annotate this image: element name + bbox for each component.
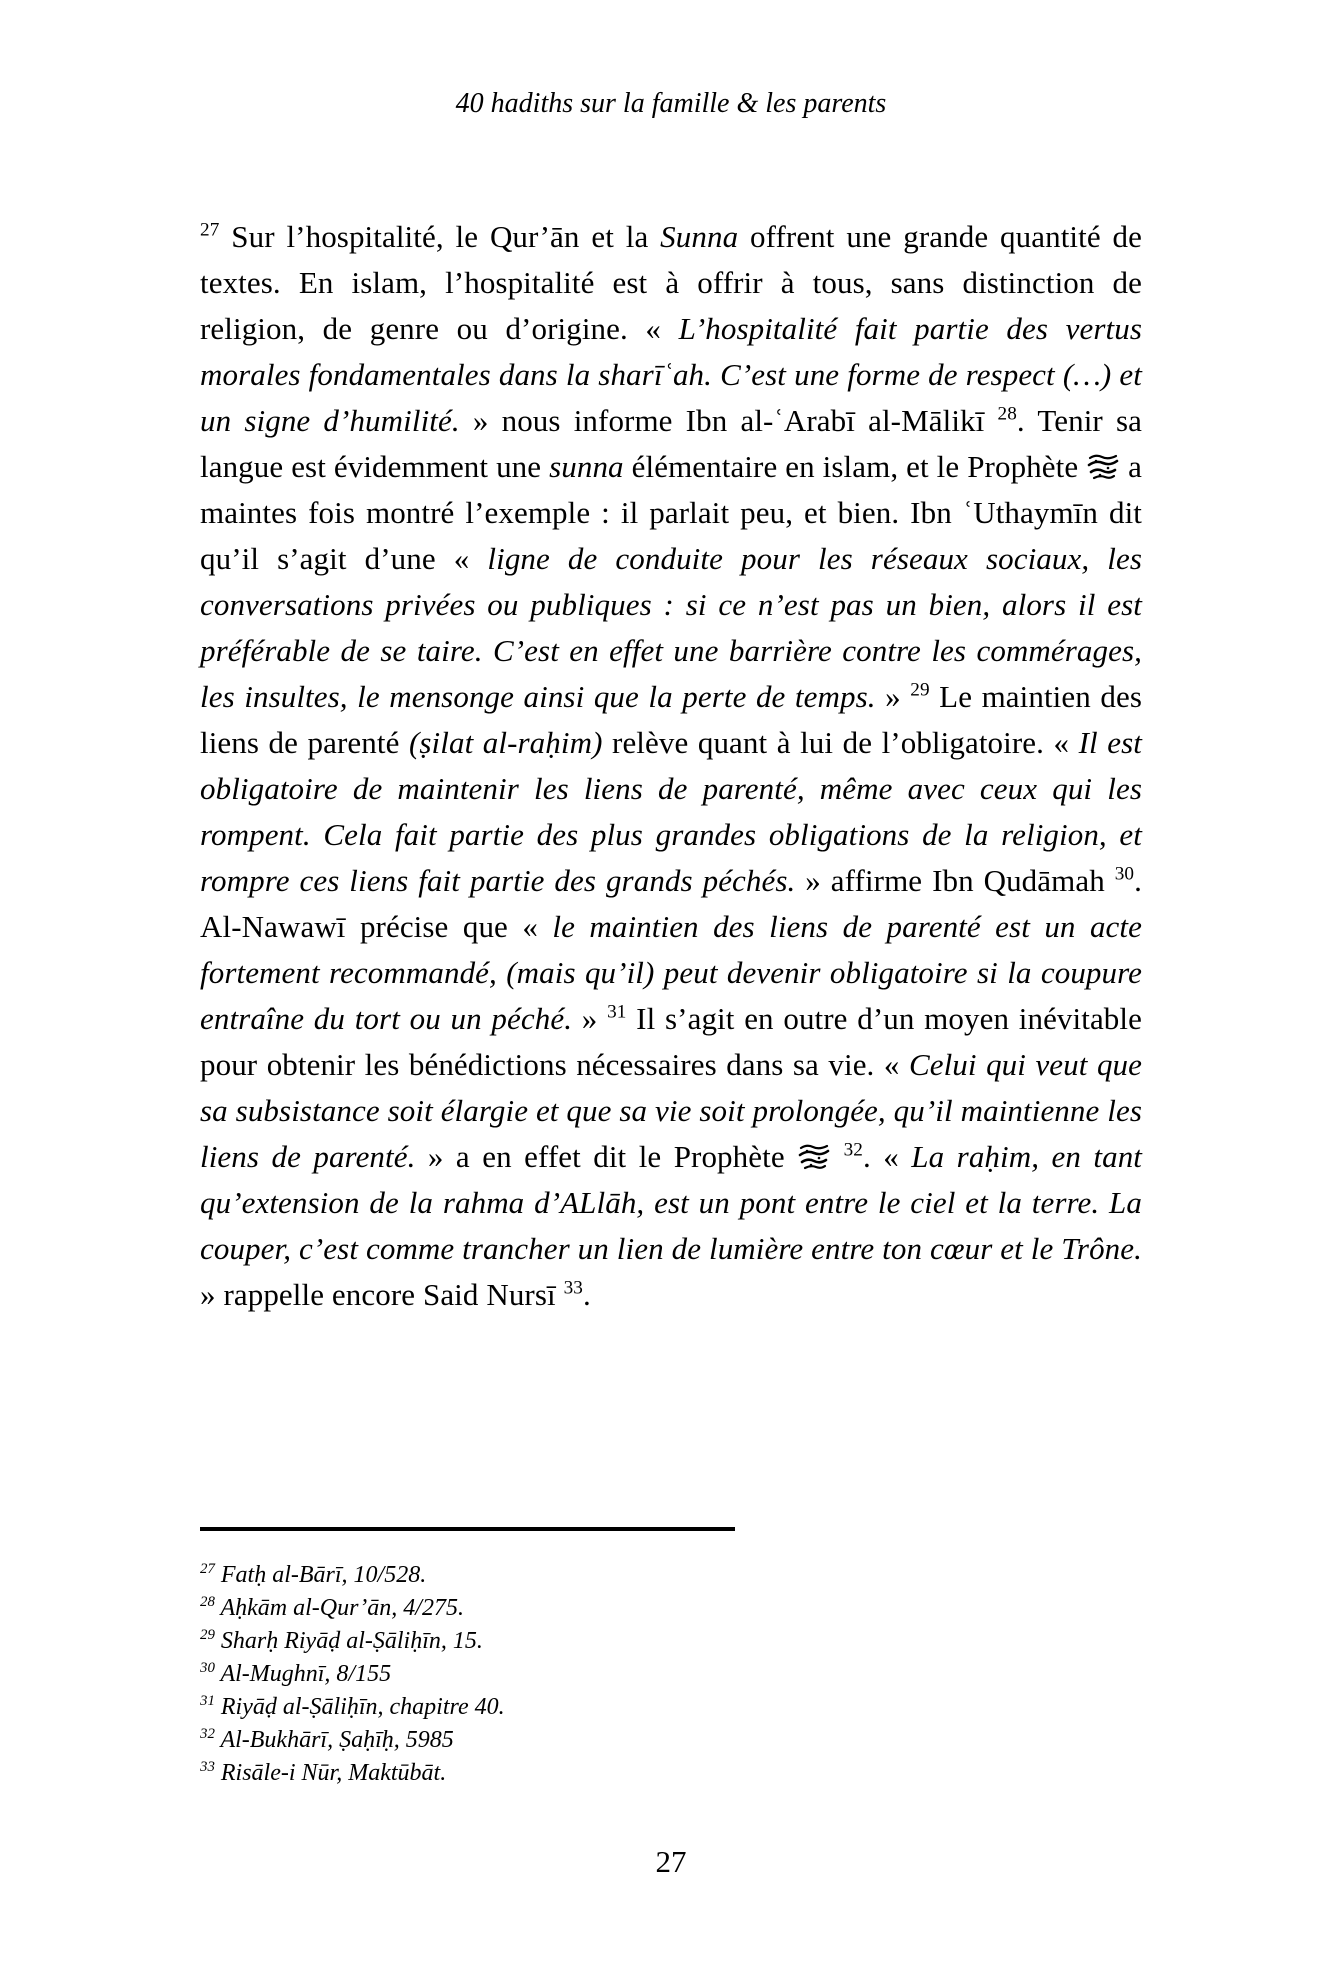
body-text-segment: Celui qui veut que sa subsistance soit élargie et que sa vie soit prolongée, qu’il maintienne les liens de parenté. (200, 1047, 1143, 1174)
body-text-segment: Le maintien des liens de parenté (200, 679, 1142, 760)
footnote-text: Fatḥ al-Bārī, 10/528. (214, 1562, 427, 1588)
footnote-reference: 33 (563, 1277, 583, 1299)
footnote-item (200, 1691, 1142, 1724)
body-text-segment: offrent une grande quantité de textes. En islam, l’hospitalité est à offrir à tous, sans distinction de religion, de genre ou d’origine. « (200, 219, 1142, 346)
body-text-segment: Il est obligatoire de maintenir les liens de parenté, même avec ceux qui les rompent. Cela fait partie des plus grandes obligations de la religion, et rompre ces liens fait partie des grands péchés. (200, 725, 1142, 898)
footnote-number: 28 (200, 1594, 215, 1610)
body-text-segment: » rappelle encore Said Nursī (200, 1277, 564, 1312)
footnote-item (200, 1625, 1142, 1658)
footnote-separator-rule (200, 1527, 735, 1531)
page-number: 27 (655, 1844, 687, 1879)
vertical-spacer (0, 1318, 1342, 1527)
body-text-segment: Sur l’hospitalité, le Qur’ān et la (219, 219, 661, 254)
footnote-item (200, 1592, 1142, 1625)
body-text-segment: (ṣilat al-raḥim) (408, 725, 603, 760)
body-text-segment: Sunna (660, 219, 739, 254)
running-header-title: 40 hadiths sur la famille & les parents (455, 88, 887, 119)
body-text-segment: » (875, 679, 911, 714)
footnote-text: Risāle-i Nūr, Maktūbāt. (214, 1760, 447, 1786)
footnote-text: Sharḥ Riyāḍ al-Ṣāliḥīn, 15. (214, 1628, 483, 1654)
footnote-item (200, 1559, 1142, 1592)
body-text-segment: a maintes fois montré l’exemple : il parlait peu, et bien. Ibn ʿUthaymīn dit qu’il s’agit d’une « (200, 449, 1142, 576)
body-text-segment: » a en effet dit le Prophète (415, 1139, 798, 1174)
body-text-segment: le maintien des liens de parenté est un acte fortement recommandé, (mais qu’il) peut devenir obligatoire si la coupure entraîne du tort ou un péché. (200, 909, 1142, 1036)
body-text-segment: élémentaire en islam, et le Prophète (623, 449, 1087, 484)
footnote-number: 33 (200, 1759, 215, 1775)
body-text-segment: La raḥim, en tant qu’extension de la rahma d’ALlāh, est un pont entre le ciel et la terre. La couper, c’est comme trancher un lien de lumière entre ton cœur et le Trône. (200, 1139, 1143, 1266)
footnote-text: Aḥkām al-Qur’ān, 4/275. (214, 1595, 464, 1621)
footnote-reference: 29 (910, 679, 930, 701)
page-footer (0, 1844, 1342, 1968)
footnote-number: 30 (200, 1660, 215, 1676)
footnote-text: Al-Bukhārī, Ṣaḥīḥ, 5985 (214, 1727, 454, 1753)
footnotes-section (200, 1527, 1142, 1790)
footnote-number: 27 (200, 1561, 215, 1577)
body-text-segment: . « (862, 1139, 912, 1174)
running-header (0, 86, 1342, 122)
prophet-pbuh-symbol-icon (797, 1139, 831, 1169)
body-text-segment: Il s’agit en outre d’un moyen inévitable pour obtenir les bénédictions nécessaires dans sa vie. « (200, 1001, 1142, 1082)
footnote-item (200, 1724, 1142, 1757)
footnote-reference: 27 (200, 219, 220, 241)
footnote-number: 29 (200, 1627, 215, 1643)
prophet-pbuh-symbol-icon (1086, 449, 1120, 479)
footnote-list (200, 1559, 1142, 1790)
footnote-text: Al-Mughnī, 8/155 (214, 1661, 392, 1687)
body-text-segment: sunna (549, 449, 624, 484)
body-text-segment: . (582, 1277, 591, 1312)
footnote-item (200, 1757, 1142, 1790)
footnote-reference: 32 (843, 1139, 863, 1161)
body-text-segment: . Al-Nawawī précise que « (200, 863, 1142, 944)
footnote-item (200, 1658, 1142, 1691)
body-text-segment: relève quant à lui de l’obligatoire. « (602, 725, 1079, 760)
body-text-segment: » affirme Ibn Qudāmah (795, 863, 1115, 898)
body-text-segment: . Tenir sa langue est évidemment une (200, 403, 1142, 484)
footnote-text: Riyāḍ al-Ṣāliḥīn, chapitre 40. (214, 1694, 505, 1720)
body-text-segment: ligne de conduite pour les réseaux sociaux, les conversations privées ou publiques : si ce n’est pas un bien, alors il est préférable de se taire. C’est en effet une barrière contre les commérages, les insultes, le mensonge ainsi que la perte de temps. (200, 541, 1142, 714)
footnote-reference: 30 (1114, 863, 1135, 885)
body-text-segment: » (572, 1001, 608, 1036)
body-paragraph (200, 214, 1142, 1318)
footnote-number: 31 (200, 1693, 215, 1709)
footnote-reference: 31 (607, 1001, 627, 1023)
footnote-number: 32 (200, 1726, 215, 1742)
body-text-segment: L’hospitalité fait partie des vertus morales fondamentales dans la sharīʿah. C’est une forme de respect (…) et un signe d’humilité. (200, 311, 1142, 438)
body-text-segment: » nous informe Ibn al-ʿArabī al-Mālikī (459, 403, 998, 438)
footnote-reference: 28 (997, 403, 1017, 425)
